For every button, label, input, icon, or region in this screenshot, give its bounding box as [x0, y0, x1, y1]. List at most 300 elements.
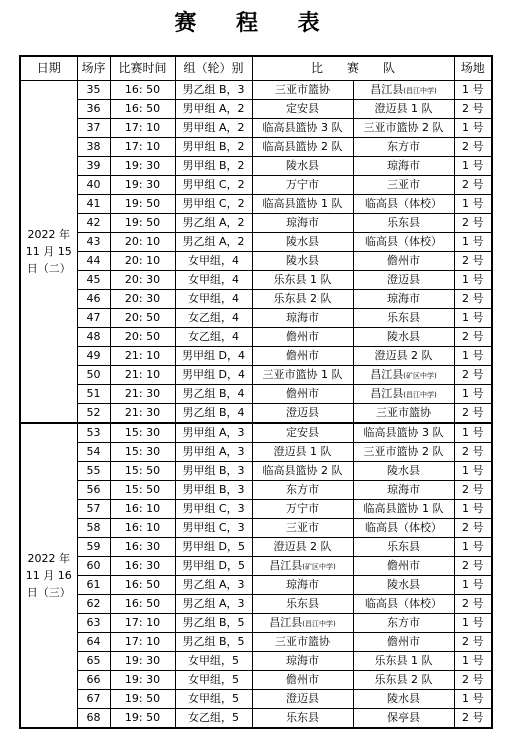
- page-title: 赛 程 表: [174, 10, 336, 36]
- team-a: [253, 138, 354, 156]
- table-row: [20, 671, 492, 690]
- team-b: [354, 519, 454, 537]
- team-b-name: 昌江县: [370, 83, 404, 96]
- teams-cell: [252, 233, 454, 252]
- teams-cell: [252, 100, 454, 119]
- team-b: [354, 385, 454, 403]
- team-b: [354, 176, 454, 194]
- team-a: [253, 347, 354, 365]
- seq-cell: 58: [77, 519, 110, 538]
- time-cell: 16: 30: [110, 557, 175, 576]
- venue-cell: 1 号: [454, 423, 492, 443]
- team-a-name: 澄迈县 1 队: [273, 445, 332, 458]
- schedule-table: [19, 55, 493, 729]
- seq-cell: 53: [77, 423, 110, 443]
- venue-cell: 1 号: [454, 614, 492, 633]
- seq-cell: 45: [77, 271, 110, 290]
- team-b-name: 儋州市: [387, 254, 420, 267]
- table-row: [20, 690, 492, 709]
- table-row: [20, 481, 492, 500]
- teams-cell: [252, 290, 454, 309]
- time-cell: 19: 50: [110, 709, 175, 729]
- team-b: [354, 214, 454, 232]
- team-a: [253, 538, 354, 556]
- team-b-name: 陵水县: [387, 578, 420, 591]
- team-b: [354, 366, 454, 384]
- time-cell: 15: 50: [110, 481, 175, 500]
- teams-cell: [252, 538, 454, 557]
- group-cell: 男甲组 A，3: [175, 423, 252, 443]
- team-b: [354, 252, 454, 270]
- team-a-name: 昌江县: [269, 559, 303, 572]
- teams-cell: [252, 176, 454, 195]
- table-row: [20, 81, 492, 100]
- team-b-name: 琼海市: [387, 292, 420, 305]
- teams-cell: [252, 443, 454, 462]
- seq-cell: 48: [77, 328, 110, 347]
- table-row: [20, 366, 492, 385]
- seq-cell: 64: [77, 633, 110, 652]
- teams-cell: [252, 138, 454, 157]
- venue-cell: 2 号: [454, 290, 492, 309]
- group-cell: 男甲组 B，3: [175, 481, 252, 500]
- table-row: [20, 595, 492, 614]
- group-cell: 男乙组 B，4: [175, 385, 252, 404]
- team-b-name: 乐东县: [387, 216, 420, 229]
- table-row: [20, 309, 492, 328]
- date-cell: 2022 年 11 月 15 日（二）: [20, 81, 77, 424]
- venue-cell: 1 号: [454, 500, 492, 519]
- teams-cell: [252, 385, 454, 404]
- time-cell: 20: 30: [110, 271, 175, 290]
- team-b: [354, 233, 454, 251]
- teams-cell: [252, 690, 454, 709]
- venue-cell: 2 号: [454, 176, 492, 195]
- team-b-name: 三亚市篮协 2 队: [363, 445, 444, 458]
- team-a-name: 琼海市: [286, 654, 319, 667]
- group-cell: 男乙组 B，3: [175, 81, 252, 100]
- teams-cell: [252, 633, 454, 652]
- table-row: [20, 709, 492, 729]
- time-cell: 15: 30: [110, 443, 175, 462]
- teams-cell: [252, 195, 454, 214]
- team-a-name: 乐东县: [286, 597, 319, 610]
- seq-cell: 46: [77, 290, 110, 309]
- team-b-name: 东方市: [387, 140, 420, 153]
- time-cell: 19: 50: [110, 195, 175, 214]
- time-cell: 21: 30: [110, 385, 175, 404]
- venue-cell: 2 号: [454, 671, 492, 690]
- time-cell: 17: 10: [110, 614, 175, 633]
- team-b-name: 三亚市篮协: [376, 406, 431, 419]
- team-a-name: 临高县篮协 2 队: [262, 140, 343, 153]
- team-a-name: 陵水县: [286, 254, 319, 267]
- group-cell: 女甲组，5: [175, 652, 252, 671]
- team-b: [354, 157, 454, 175]
- team-b-name: 乐东县: [387, 540, 420, 553]
- teams-cell: [252, 214, 454, 233]
- time-cell: 17: 10: [110, 138, 175, 157]
- team-b: [354, 614, 454, 632]
- team-a: [253, 424, 354, 442]
- team-a: [253, 385, 354, 403]
- team-a: [253, 576, 354, 594]
- team-a: [253, 176, 354, 194]
- teams-cell: [252, 252, 454, 271]
- seq-cell: 40: [77, 176, 110, 195]
- seq-cell: 44: [77, 252, 110, 271]
- teams-cell: [252, 366, 454, 385]
- team-a-name: 琼海市: [286, 311, 319, 324]
- date-cell: 2022 年 11 月 16 日（三）: [20, 423, 77, 728]
- team-a-name: 乐东县 2 队: [273, 292, 332, 305]
- team-b: [354, 443, 454, 461]
- group-cell: 女甲组，5: [175, 690, 252, 709]
- venue-cell: 2 号: [454, 481, 492, 500]
- team-a: [253, 462, 354, 480]
- team-b-name: 临高县（体校）: [365, 521, 442, 534]
- table-row: [20, 385, 492, 404]
- team-b-note: (昌江中学): [403, 391, 437, 399]
- team-a-name: 琼海市: [286, 216, 319, 229]
- team-b-name: 三亚市篮协 2 队: [363, 121, 444, 134]
- team-a-name: 澄迈县 2 队: [273, 540, 332, 553]
- header-match: 比 赛 队: [252, 56, 454, 81]
- table-row: [20, 557, 492, 576]
- group-cell: 男甲组 B，3: [175, 462, 252, 481]
- venue-cell: 1 号: [454, 119, 492, 138]
- team-a-name: 澄迈县: [286, 692, 319, 705]
- team-a-name: 三亚市篮协 1 队: [262, 368, 343, 381]
- team-b-name: 临高县篮协 3 队: [363, 426, 444, 439]
- venue-cell: 1 号: [454, 462, 492, 481]
- seq-cell: 65: [77, 652, 110, 671]
- time-cell: 19: 50: [110, 690, 175, 709]
- team-b-name: 陵水县: [387, 464, 420, 477]
- team-b: [354, 576, 454, 594]
- seq-cell: 61: [77, 576, 110, 595]
- team-a-name: 临高县篮协 2 队: [262, 464, 343, 477]
- table-row: [20, 138, 492, 157]
- team-b-name: 澄迈县 2 队: [374, 349, 433, 362]
- time-cell: 16: 50: [110, 576, 175, 595]
- seq-cell: 41: [77, 195, 110, 214]
- team-a-note: (矿区中学): [302, 563, 336, 571]
- time-cell: 19: 30: [110, 671, 175, 690]
- team-b: [354, 328, 454, 346]
- seq-cell: 54: [77, 443, 110, 462]
- group-cell: 女乙组，4: [175, 328, 252, 347]
- group-cell: 女甲组，5: [175, 671, 252, 690]
- venue-cell: 1 号: [454, 385, 492, 404]
- team-a-name: 定安县: [286, 426, 319, 439]
- group-cell: 男甲组 A，2: [175, 100, 252, 119]
- team-b-name: 东方市: [387, 616, 420, 629]
- group-cell: 男甲组 B，2: [175, 157, 252, 176]
- team-b: [354, 595, 454, 613]
- venue-cell: 2 号: [454, 366, 492, 385]
- team-a: [253, 595, 354, 613]
- team-b-name: 乐东县 2 队: [374, 673, 433, 686]
- table-row: [20, 462, 492, 481]
- team-a: [253, 500, 354, 518]
- team-a: [253, 652, 354, 670]
- venue-cell: 2 号: [454, 100, 492, 119]
- teams-cell: [252, 119, 454, 138]
- seq-cell: 38: [77, 138, 110, 157]
- team-a: [253, 690, 354, 708]
- group-cell: 男乙组 A，2: [175, 233, 252, 252]
- group-cell: 男甲组 D，4: [175, 347, 252, 366]
- venue-cell: 2 号: [454, 709, 492, 729]
- teams-cell: [252, 328, 454, 347]
- venue-cell: 1 号: [454, 347, 492, 366]
- team-a: [253, 671, 354, 689]
- team-a-name: 东方市: [286, 483, 319, 496]
- venue-cell: 2 号: [454, 443, 492, 462]
- team-b-name: 儋州市: [387, 635, 420, 648]
- table-row: [20, 195, 492, 214]
- teams-cell: [252, 614, 454, 633]
- table-row: [20, 652, 492, 671]
- team-b-name: 临高县（体校）: [365, 197, 442, 210]
- table-row: [20, 519, 492, 538]
- header-group: 组（轮）别: [175, 56, 252, 81]
- team-a-name: 乐东县: [286, 711, 319, 724]
- team-a: [253, 614, 354, 632]
- time-cell: 16: 10: [110, 500, 175, 519]
- table-row: [20, 290, 492, 309]
- team-a: [253, 157, 354, 175]
- time-cell: 16: 50: [110, 595, 175, 614]
- seq-cell: 43: [77, 233, 110, 252]
- group-cell: 男甲组 A，3: [175, 443, 252, 462]
- time-cell: 20: 50: [110, 328, 175, 347]
- venue-cell: 1 号: [454, 576, 492, 595]
- team-b-name: 儋州市: [387, 559, 420, 572]
- table-body: [20, 81, 492, 729]
- table-row: [20, 614, 492, 633]
- team-b: [354, 500, 454, 518]
- team-a: [253, 195, 354, 213]
- team-b: [354, 195, 454, 213]
- seq-cell: 66: [77, 671, 110, 690]
- seq-cell: 56: [77, 481, 110, 500]
- teams-cell: [252, 500, 454, 519]
- group-cell: 女甲组，4: [175, 252, 252, 271]
- team-a: [253, 633, 354, 651]
- team-b-name: 乐东县: [387, 311, 420, 324]
- team-b: [354, 652, 454, 670]
- group-cell: 男甲组 D，5: [175, 538, 252, 557]
- seq-cell: 47: [77, 309, 110, 328]
- team-b-name: 临高县（体校）: [365, 597, 442, 610]
- team-a: [253, 81, 354, 99]
- time-cell: 21: 10: [110, 366, 175, 385]
- seq-cell: 59: [77, 538, 110, 557]
- team-b-name: 三亚市: [387, 178, 420, 191]
- teams-cell: [252, 309, 454, 328]
- seq-cell: 35: [77, 81, 110, 100]
- team-a-note: (昌江中学): [302, 620, 336, 628]
- team-b-name: 临高县（体校）: [365, 235, 442, 248]
- team-a: [253, 709, 354, 727]
- time-cell: 16: 50: [110, 81, 175, 100]
- group-cell: 男乙组 A，2: [175, 214, 252, 233]
- table-row: [20, 252, 492, 271]
- venue-cell: 2 号: [454, 519, 492, 538]
- team-b-name: 陵水县: [387, 330, 420, 343]
- team-a-name: 琼海市: [286, 578, 319, 591]
- team-a: [253, 309, 354, 327]
- venue-cell: 1 号: [454, 309, 492, 328]
- venue-cell: 2 号: [454, 328, 492, 347]
- time-cell: 17: 10: [110, 119, 175, 138]
- team-a-name: 三亚市: [286, 521, 319, 534]
- seq-cell: 49: [77, 347, 110, 366]
- teams-cell: [252, 595, 454, 614]
- team-a-name: 万宁市: [286, 178, 319, 191]
- teams-cell: [252, 81, 454, 100]
- seq-cell: 57: [77, 500, 110, 519]
- table-row: [20, 157, 492, 176]
- venue-cell: 1 号: [454, 652, 492, 671]
- teams-cell: [252, 671, 454, 690]
- team-a: [253, 252, 354, 270]
- team-a: [253, 119, 354, 137]
- seq-cell: 39: [77, 157, 110, 176]
- team-b: [354, 290, 454, 308]
- group-cell: 男甲组 D，4: [175, 366, 252, 385]
- seq-cell: 67: [77, 690, 110, 709]
- teams-cell: [252, 404, 454, 424]
- time-cell: 17: 10: [110, 633, 175, 652]
- time-cell: 20: 10: [110, 252, 175, 271]
- team-b-name: 琼海市: [387, 483, 420, 496]
- table-row: [20, 443, 492, 462]
- team-a: [253, 214, 354, 232]
- time-cell: 16: 30: [110, 538, 175, 557]
- group-cell: 男甲组 C，3: [175, 500, 252, 519]
- group-cell: 男甲组 D，5: [175, 557, 252, 576]
- time-cell: 19: 50: [110, 214, 175, 233]
- teams-cell: [252, 157, 454, 176]
- time-cell: 20: 10: [110, 233, 175, 252]
- group-cell: 男甲组 C，2: [175, 176, 252, 195]
- group-cell: 男乙组 B，4: [175, 404, 252, 424]
- team-b: [354, 309, 454, 327]
- team-a: [253, 233, 354, 251]
- venue-cell: 2 号: [454, 214, 492, 233]
- table-row: [20, 328, 492, 347]
- team-a: [253, 557, 354, 575]
- team-b: [354, 347, 454, 365]
- team-a-name: 昌江县: [269, 616, 303, 629]
- table-row: [20, 633, 492, 652]
- time-cell: 16: 10: [110, 519, 175, 538]
- teams-cell: [252, 481, 454, 500]
- team-a-name: 定安县: [286, 102, 319, 115]
- team-b: [354, 633, 454, 651]
- time-cell: 21: 30: [110, 404, 175, 424]
- header-date: 日期: [20, 56, 77, 81]
- team-a-name: 乐东县 1 队: [273, 273, 332, 286]
- team-a: [253, 481, 354, 499]
- team-a-name: 临高县篮协 1 队: [262, 197, 343, 210]
- seq-cell: 63: [77, 614, 110, 633]
- time-cell: 15: 30: [110, 423, 175, 443]
- group-cell: 女甲组，4: [175, 290, 252, 309]
- venue-cell: 1 号: [454, 233, 492, 252]
- teams-cell: [252, 271, 454, 290]
- team-b: [354, 709, 454, 727]
- team-b-name: 乐东县 1 队: [374, 654, 433, 667]
- table-row: [20, 233, 492, 252]
- venue-cell: 1 号: [454, 195, 492, 214]
- team-b-name: 澄迈县: [387, 273, 420, 286]
- team-b: [354, 557, 454, 575]
- team-a-name: 陵水县: [286, 235, 319, 248]
- table-row: [20, 576, 492, 595]
- team-a: [253, 290, 354, 308]
- teams-cell: [252, 576, 454, 595]
- team-b-name: 澄迈县 1 队: [374, 102, 433, 115]
- seq-cell: 55: [77, 462, 110, 481]
- teams-cell: [252, 462, 454, 481]
- header-seq: 场序: [77, 56, 110, 81]
- group-cell: 女乙组，5: [175, 709, 252, 729]
- group-cell: 男甲组 C，3: [175, 519, 252, 538]
- team-b-name: 临高县篮协 1 队: [363, 502, 444, 515]
- team-a-name: 陵水县: [286, 159, 319, 172]
- team-b: [354, 690, 454, 708]
- team-b-note: (昌江中学): [403, 87, 437, 95]
- table-row: [20, 500, 492, 519]
- group-cell: 男乙组 A，3: [175, 576, 252, 595]
- teams-cell: [252, 347, 454, 366]
- team-b-name: 昌江县: [370, 368, 404, 381]
- team-a-name: 儋州市: [286, 349, 319, 362]
- team-a-name: 三亚市篮协: [275, 83, 330, 96]
- time-cell: 16: 50: [110, 100, 175, 119]
- team-a-name: 万宁市: [286, 502, 319, 515]
- team-a-name: 三亚市篮协: [275, 635, 330, 648]
- table-row: [20, 176, 492, 195]
- team-a-name: 澄迈县: [286, 406, 319, 419]
- seq-cell: 52: [77, 404, 110, 424]
- team-b: [354, 671, 454, 689]
- teams-cell: [252, 652, 454, 671]
- table-row: [20, 404, 492, 424]
- team-b-name: 琼海市: [387, 159, 420, 172]
- seq-cell: 42: [77, 214, 110, 233]
- group-cell: 男乙组 B，5: [175, 614, 252, 633]
- group-cell: 男甲组 B，2: [175, 138, 252, 157]
- seq-cell: 36: [77, 100, 110, 119]
- team-a: [253, 100, 354, 118]
- team-b: [354, 462, 454, 480]
- table-row: [20, 538, 492, 557]
- table-row: [20, 214, 492, 233]
- team-b-note: (矿区中学): [403, 372, 437, 380]
- venue-cell: 2 号: [454, 633, 492, 652]
- teams-cell: [252, 423, 454, 443]
- team-b: [354, 538, 454, 556]
- seq-cell: 37: [77, 119, 110, 138]
- group-cell: 女乙组，4: [175, 309, 252, 328]
- team-a-name: 儋州市: [286, 673, 319, 686]
- team-a: [253, 271, 354, 289]
